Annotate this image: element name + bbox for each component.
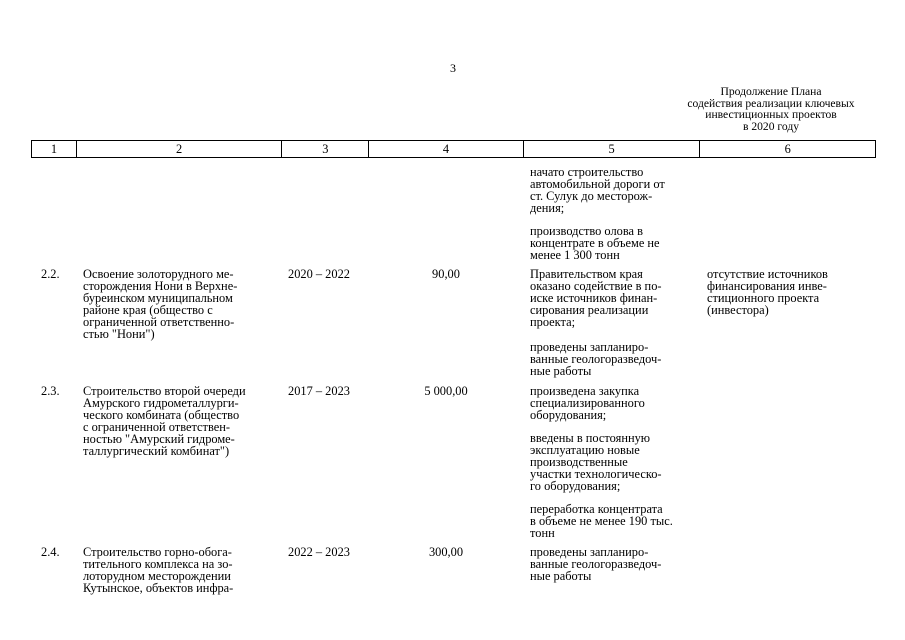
project-name: Строительство второй очереди Амурского гидрометаллурги- ческого комбината (общество с ограниченной ответствен- ностью "Амурский гидроме- таллургический комбинат")	[83, 384, 246, 458]
project-period: 2022 – 2023	[288, 545, 350, 559]
column-header-4: 4	[369, 141, 524, 157]
column-header-1: 1	[32, 141, 77, 157]
project-name: Строительство горно-обога- тительного комплекса на зо- лоторудном месторождении Кутынское, объектов инфра-	[83, 545, 234, 595]
column-header-3: 3	[282, 141, 369, 157]
project-period: 2017 – 2023	[288, 384, 350, 398]
page-number: 3	[450, 61, 456, 75]
caption-line: содействия реализации ключевых	[687, 96, 855, 110]
continuation-result: начато строительство автомобильной дороги от ст. Сулук до месторож- дения;	[530, 165, 665, 215]
project-result: переработка концентрата в объеме не менее 190 тыс. тонн	[530, 502, 673, 540]
project-result: Правительством края оказано содействие в по- иске источников финан- сирования реализации проекта;	[530, 267, 662, 329]
project-result: проведены запланиро- ванные геологоразведоч- ные работы	[530, 340, 662, 378]
project-amount: 90,00	[432, 267, 460, 281]
caption-line: Продолжение Плана	[720, 85, 822, 98]
project-amount: 300,00	[428, 545, 464, 559]
project-result: введены в постоянную эксплуатацию новые производственные участки технологическо- го оборудования;	[530, 431, 662, 493]
row-number: 2.3.	[41, 384, 60, 398]
table-header-row	[31, 140, 876, 158]
project-period: 2020 – 2022	[288, 267, 350, 281]
project-result: проведены запланиро- ванные геологоразведоч- ные работы	[530, 545, 662, 583]
project-amount: 5 000,00	[424, 384, 468, 398]
continuation-result: производство олова в концентрате в объеме не менее 1 300 тонн	[530, 224, 660, 262]
caption-line: инвестиционных проектов	[705, 108, 837, 121]
column-header-5: 5	[524, 141, 701, 157]
column-header-6: 6	[784, 142, 791, 156]
project-note: отсутствие источников финансирования инве- стиционного проекта (инвестора)	[707, 267, 828, 317]
row-number: 2.4.	[41, 545, 60, 559]
document-caption	[668, 86, 874, 132]
project-result: произведена закупка специализированного оборудования;	[530, 384, 645, 422]
project-name: Освоение золоторудного ме- сторождения Нони в Верхне- буреинском муниципальном районе края (общество с ограниченной ответственно- стью "Нони")	[83, 267, 238, 341]
caption-line: в 2020 году	[742, 119, 800, 133]
row-number: 2.2.	[41, 267, 60, 281]
column-header-2: 2	[77, 141, 283, 157]
